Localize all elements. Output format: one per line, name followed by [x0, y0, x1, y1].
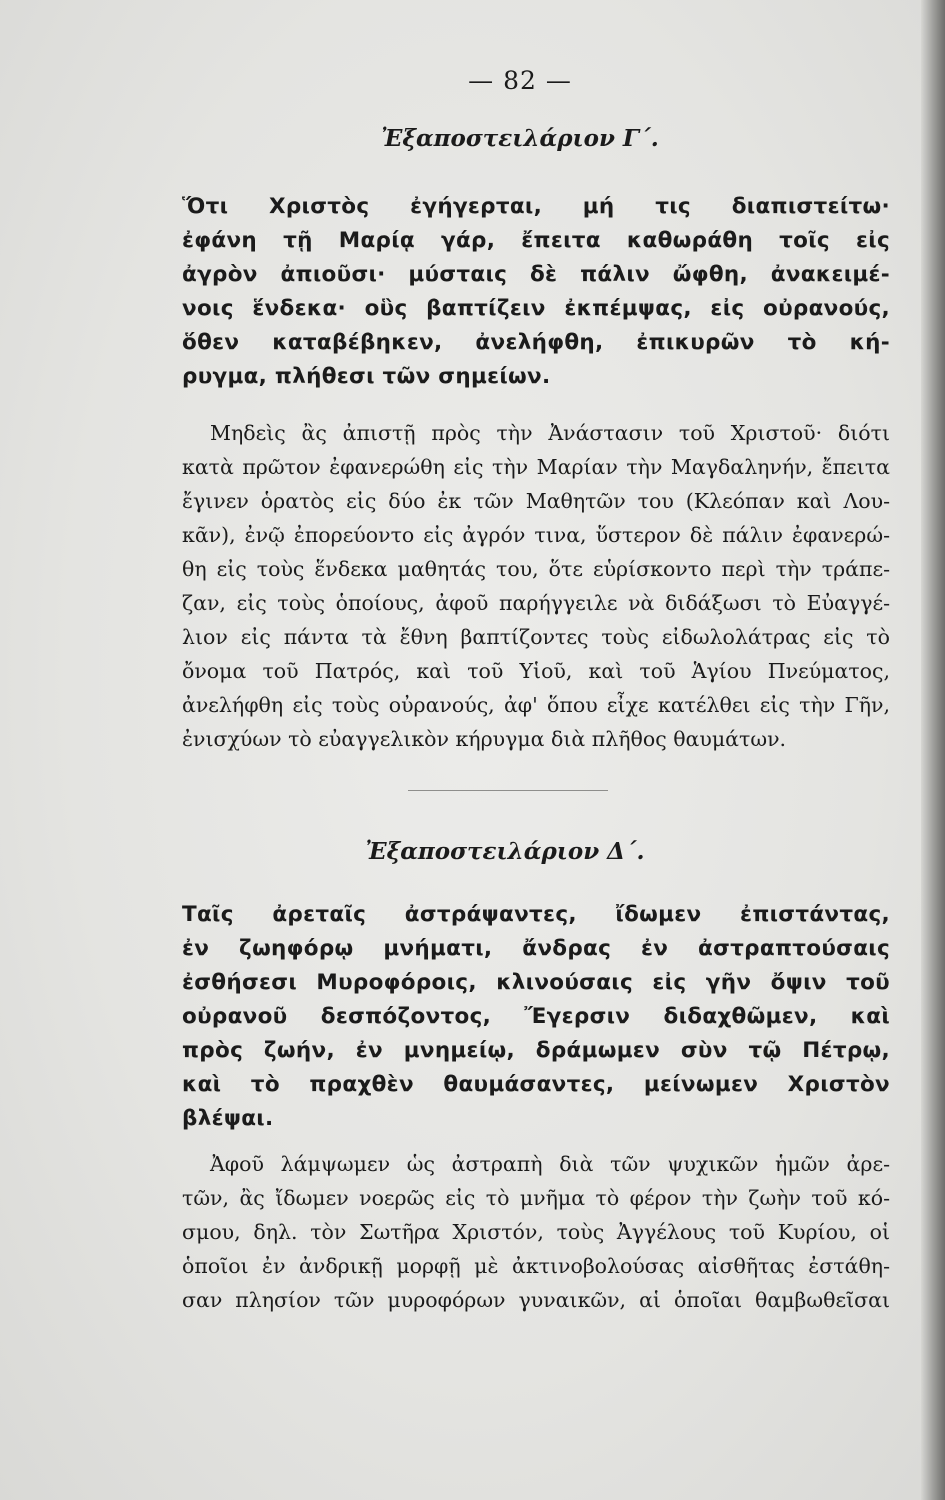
hymn-line: ρυγμα, πλήθεσι τῶν σημείων.: [182, 364, 551, 389]
prose-text-g: [182, 416, 890, 756]
hymn-text-d: [182, 898, 890, 1136]
hymn-text-g: [182, 190, 890, 394]
hymn-line: Ταῖς ἀρεταῖς ἀστράψαντες, ἴδωμεν ἐπιστάντας,: [182, 902, 890, 927]
prose-line: σμου, δηλ. τὸν Σωτῆρα Χριστόν, τοὺς Ἀγγέλους τοῦ Κυρίου, οἱ: [182, 1220, 890, 1244]
prose-line: θη εἰς τοὺς ἕνδεκα μαθητάς του, ὅτε εὑρίσκοντο περὶ τὴν τράπε-: [182, 557, 890, 581]
prose-line: ζαν, εἰς τοὺς ὁποίους, ἀφοῦ παρήγγειλε νὰ διδάξωσι τὸ Εὐαγγέ-: [182, 591, 890, 615]
hymn-line: ἐφάνη τῇ Μαρίᾳ γάρ, ἔπειτα καθωράθη τοῖς εἰς: [182, 228, 890, 253]
prose-line: ἀνελήφθη εἰς τοὺς οὐρανούς, ἀφ' ὅπου εἶχε κατέλθει εἰς τὴν Γῆν,: [182, 693, 890, 717]
hymn-line: ἐν ζωηφόρῳ μνήματι, ἄνδρας ἐν ἀστραπτούσαις: [182, 936, 890, 961]
prose-line: κατὰ πρῶτον ἐφανερώθη εἰς τὴν Μαρίαν τὴν Μαγδαληνήν, ἔπειτα: [182, 455, 890, 479]
prose-line: ὁποῖοι ἐν ἀνδρικῇ μορφῇ μὲ ἀκτινοβολούσας αἰσθῆτας ἐστάθη-: [182, 1254, 890, 1278]
prose-line: ἐνισχύων τὸ εὐαγγελικὸν κήρυγμα διὰ πλῆθος θαυμάτων.: [182, 727, 787, 751]
prose-line: σαν πλησίον τῶν μυροφόρων γυναικῶν, αἱ ὁποῖαι θαμβωθεῖσαι: [182, 1288, 890, 1312]
prose-line: λιον εἰς πάντα τὰ ἔθνη βαπτίζοντες τοὺς εἰδωλολάτρας εἰς τὸ: [182, 625, 890, 649]
hymn-line: Ὅτι Χριστὸς ἐγήγερται, μή τις διαπιστείτω·: [182, 194, 890, 219]
prose-line: κᾶν), ἐνῷ ἐπορεύοντο εἰς ἀγρόν τινα, ὕστερον δὲ πάλιν ἐφανερώ-: [182, 523, 890, 547]
hymn-line: ἐσθήσεσι Μυροφόροις, κλινούσαις εἰς γῆν ὄψιν τοῦ: [182, 970, 890, 995]
section-heading-exaposteilarion-d: Ἐξαποστειλάριον Δ΄.: [365, 838, 645, 865]
prose-line: Μηδεὶς ἂς ἀπιστῇ πρὸς τὴν Ἀνάστασιν τοῦ Χριστοῦ· διότι: [210, 421, 890, 445]
prose-line: Ἀφοῦ λάμψωμεν ὡς ἀστραπὴ διὰ τῶν ψυχικῶν ἡμῶν ἀρε-: [210, 1152, 890, 1176]
section-divider: [408, 790, 608, 791]
hymn-line: οὐρανοῦ δεσπόζοντος, Ἔγερσιν διδαχθῶμεν, καὶ: [182, 1004, 890, 1029]
hymn-line: ὅθεν καταβέβηκεν, ἀνελήφθη, ἐπικυρῶν τὸ κή-: [182, 330, 890, 355]
hymn-line: καὶ τὸ πραχθὲν θαυμάσαντες, μείνωμεν Χριστὸν: [182, 1072, 890, 1097]
hymn-line: ἀγρὸν ἀπιοῦσι· μύσταις δὲ πάλιν ὤφθη, ἀνακειμέ-: [182, 262, 890, 287]
book-spine-shadow: [921, 0, 945, 1500]
prose-line: τῶν, ἂς ἴδωμεν νοερῶς εἰς τὸ μνῆμα τὸ φέρον τὴν ζωὴν τοῦ κό-: [182, 1186, 890, 1210]
section-heading-exaposteilarion-g: Ἐξαποστειλάριον Γ΄.: [381, 125, 659, 152]
hymn-line: νοις ἕνδεκα· οὓς βαπτίζειν ἐκπέμψας, εἰς οὐρανούς,: [182, 296, 890, 321]
page-number: — 82 —: [468, 66, 572, 95]
prose-line: ὄνομα τοῦ Πατρός, καὶ τοῦ Υἱοῦ, καὶ τοῦ Ἁγίου Πνεύματος,: [182, 659, 890, 683]
prose-line: ἔγινεν ὁρατὸς εἰς δύο ἐκ τῶν Μαθητῶν του (Κλεόπαν καὶ Λου-: [182, 489, 890, 513]
hymn-line: βλέψαι.: [182, 1106, 274, 1131]
prose-text-d: [182, 1147, 890, 1317]
hymn-line: πρὸς ζωήν, ἐν μνημείῳ, δράμωμεν σὺν τῷ Πέτρῳ,: [182, 1038, 890, 1063]
